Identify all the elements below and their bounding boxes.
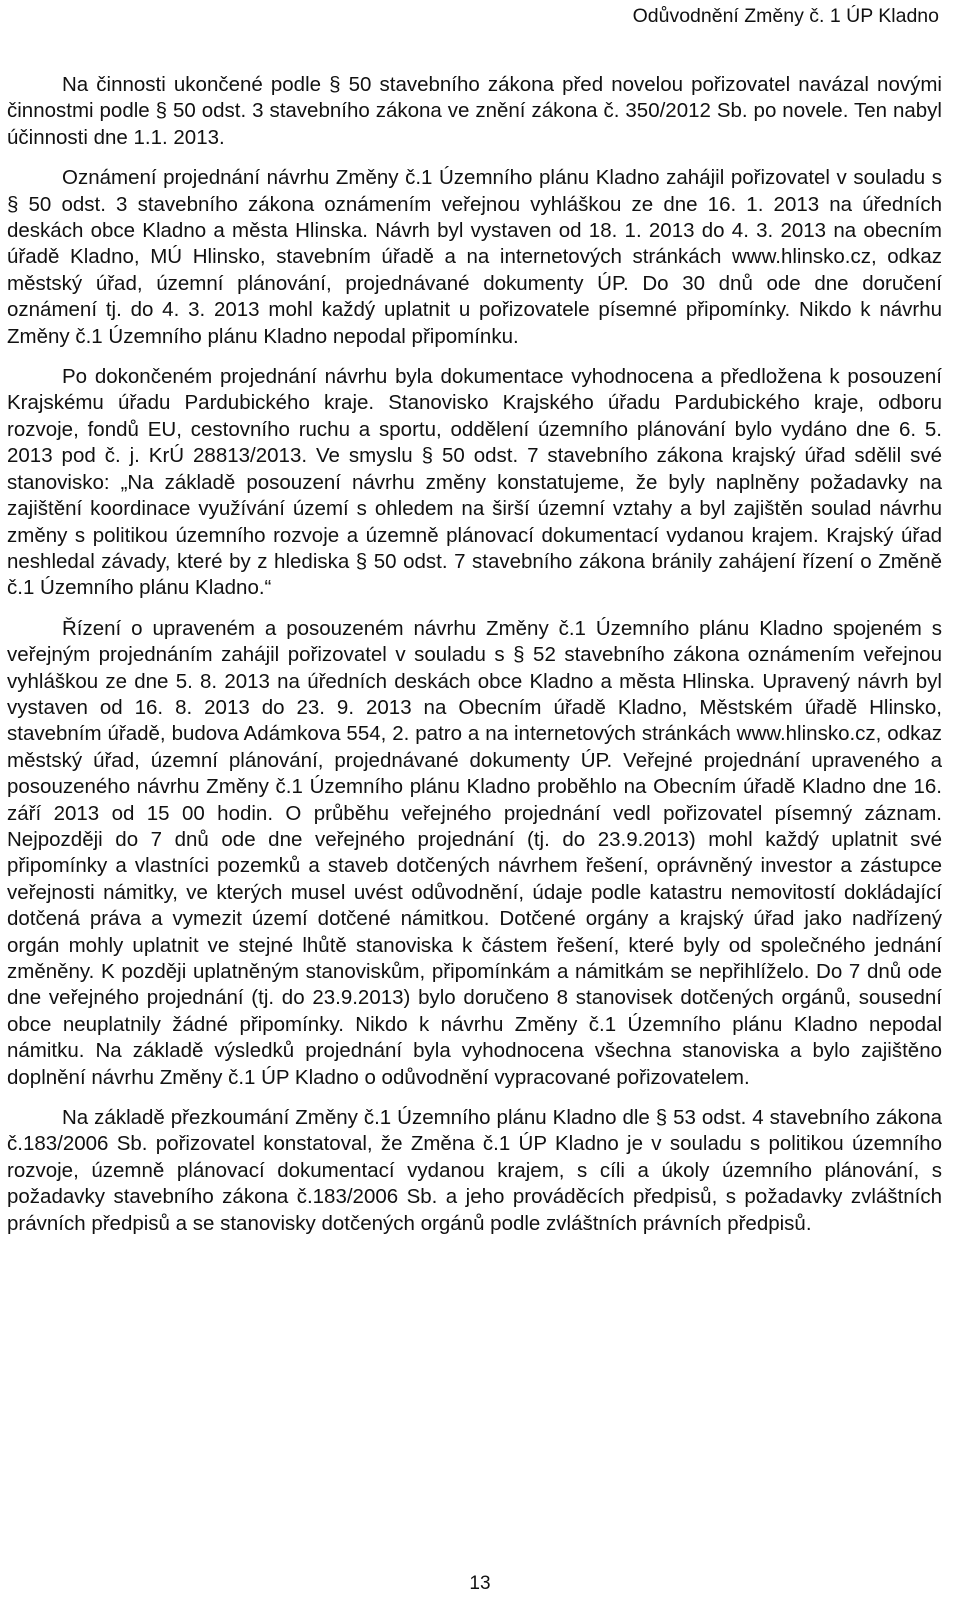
- paragraph-3: Po dokončeném projednání návrhu byla dokumentace vyhodnocena a předložena k posouzení Krajskému úřadu Pardubického kraje. Stanovisko Krajského úřadu Pardubického kraje, odboru rozvoje, fondů EU, cestovního ruchu a sportu, oddělení územního plánování bylo vydáno dne 6. 5. 2013 pod č. j. KrÚ 28813/2013. Ve smyslu § 50 odst. 7 stavebního zákona krajský úřad sdělil své stanovisko: „Na základě posouzení návrhu změny konstatujeme, že byly naplněny požadavky na zajištění koordinace využívání území s ohledem na širší územní vztahy a byl zajištěn soulad návrhu změny s politikou územního rozvoje a územně plánovací dokumentací vydanou krajem. Krajský úřad neshledal závady, které by z hlediska § 50 odst. 7 stavebního zákona bránily zahájení řízení o Změně č.1 Územního plánu Kladno.“: [7, 365, 942, 600]
- paragraph-4: Řízení o upraveném a posouzeném návrhu Změny č.1 Územního plánu Kladno spojeném s veřejným projednáním zahájil pořizovatel v souladu s § 52 stavebního zákona oznámením veřejnou vyhláškou ze dne 5. 8. 2013 na úředních deskách obce Kladno a města Hlinska. Upravený návrh byl vystaven od 16. 8. 2013 do 23. 9. 2013 na Obecním úřadě Kladno, Městském úřadě Hlinsko, stavebním úřadě, budova Adámkova 554, 2. patro a na internetových stránkách www.hlinsko.cz, odkaz městský úřad, územní plánování, projednávané dokumenty ÚP. Veřejné projednání upraveného a posouzeného návrhu Změny č.1 Územního plánu Kladno proběhlo na Obecním úřadě Kladno dne 16. září 2013 od 15 00 hodin. O průběhu veřejného projednání vedl pořizovatel písemný záznam. Nejpozději do 7 dnů ode dne veřejného projednání (tj. do 23.9.2013) mohl každý uplatnit své připomínky a vlastníci pozemků a staveb dotčených návrhem řešení, oprávněný investor a zástupce veřejnosti námitky, ve kterých musel uvést odůvodnění, údaje podle katastru nemovitostí dokládající dotčená práva a vymezit území dotčené námitkou. Dotčené orgány a krajský úřad jako nadřízený orgán mohly uplatnit ve stejné lhůtě stanoviska k částem řešení, které byly od společného jednání změněny. K později uplatněným stanoviskům, připomínkám a námitkám se nepřihlíželo. Do 7 dnů ode dne veřejného projednání (tj. do 23.9.2013) bylo doručeno 8 stanovisek dotčených orgánů, sousední obce neuplatnily žádné připomínky. Nikdo k návrhu Změny č.1 Územního plánu Kladno nepodal námitku. Na základě výsledků projednání byla vyhodnocena všechna stanoviska a bylo zajištěno doplnění návrhu Změny č.1 ÚP Kladno o odůvodnění vypracované pořizovatelem.: [7, 616, 942, 1089]
- page-number: 13: [469, 1573, 491, 1594]
- paragraph-2: Oznámení projednání návrhu Změny č.1 Územního plánu Kladno zahájil pořizovatel v souladu s § 50 odst. 3 stavebního zákona oznámením veřejnou vyhláškou ze dne 16. 1. 2013 na úředních deskách obce Kladno a města Hlinska. Návrh byl vystaven od 18. 1. 2013 do 4. 3. 2013 na obecním úřadě Kladno, MÚ Hlinsko, stavebním úřadě a na internetových stránkách www.hlinsko.cz, odkaz městský úřad, územní plánování, projednávané dokumenty ÚP. Do 30 dnů ode dne doručení oznámení tj. do 4. 3. 2013 mohl každý uplatnit u pořizovatele písemné připomínky. Nikdo k návrhu Změny č.1 Územního plánu Kladno nepodal připomínku.: [7, 166, 942, 348]
- paragraph-1: Na činnosti ukončené podle § 50 stavebního zákona před novelou pořizovatel navázal novými činnostmi podle § 50 odst. 3 stavebního zákona ve znění zákona č. 350/2012 Sb. po novele. Ten nabyl účinnosti dne 1.1. 2013.: [7, 73, 942, 149]
- document-body: [7, 72, 942, 1251]
- paragraph-5: Na základě přezkoumání Změny č.1 Územního plánu Kladno dle § 53 odst. 4 stavebního zákona č.183/2006 Sb. pořizovatel konstatoval, že Změna č.1 ÚP Kladno je v souladu s politikou územního rozvoje, územně plánovací dokumentací vydanou krajem, s cíli a úkoly územního plánování, s požadavky stavebního zákona č.183/2006 Sb. a jeho prováděcích předpisů, s požadavky zvláštních právních předpisů a se stanovisky dotčených orgánů podle zvláštních právních předpisů.: [7, 1106, 942, 1235]
- page-header: Odůvodnění Změny č. 1 ÚP Kladno: [632, 5, 939, 27]
